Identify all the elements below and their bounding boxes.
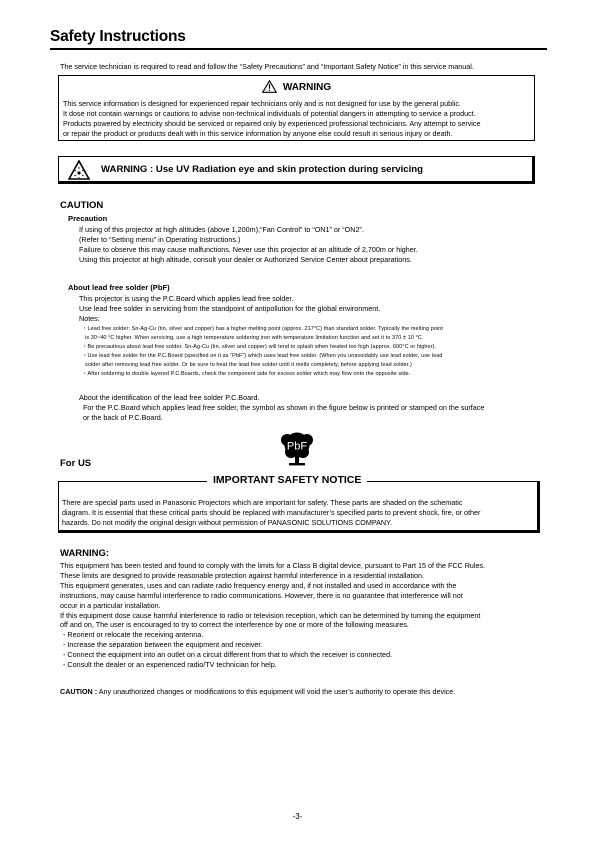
fcc-line: This equipment has been tested and found to comply with the limits for a Class B digital device, pursuant to Part 15 of the FCC Rules.	[60, 561, 486, 570]
page-number: -3-	[292, 812, 303, 821]
uv-warning-box	[58, 156, 535, 184]
important-safety-notice-body	[62, 498, 534, 528]
fcc-line: instructions, may cause harmful interference to radio communications. However, there is no guarantee that interference will not	[60, 590, 463, 600]
fcc-line: If this equipment dose cause harmful interference to radio or television reception, which can be determined by turning the equipment	[60, 610, 481, 620]
important-safety-notice-box	[58, 481, 540, 533]
precaution-line: Failure to observe this may cause malfunctions. Never use this projector at an altitude of 2,700m or higher.	[79, 245, 418, 254]
important-safety-notice-title: IMPORTANT SAFETY NOTICE	[207, 474, 367, 486]
note-line: ・Lead free solder: Sn-Ag-Cu (tin, silver and copper) has a higher melting point (approx. 217°C) than standard solder. Typically the melting point	[82, 326, 444, 332]
note-line: ・After soldering to double layered P.C.Boards, check the component side for excess solder which may flow onto the opposite side.	[82, 371, 411, 378]
pbf-lead-free-symbol-icon	[277, 431, 317, 472]
caution-heading: CAUTION	[60, 200, 104, 211]
fcc-caution-label: CAUTION :	[60, 687, 98, 696]
warning-triangle-icon	[262, 80, 277, 93]
intro-text: The service technician is required to read and follow the “Safety Precautions” and “Important Safety Notice” in this service manual.	[60, 62, 474, 71]
lead-free-body	[79, 294, 380, 324]
precaution-line: (Refer to “Setting menu” in Operating Instructions.)	[79, 235, 241, 244]
fcc-line: - Increase the separation between the equipment and receiver.	[63, 640, 263, 650]
notice-line: diagram. It is essential that these critical parts should be replaced with manufacturer’s specified parts to prevent shock, fire, or other	[62, 508, 481, 517]
lead-free-heading: About lead free solder (PbF)	[68, 283, 170, 292]
warning-line: This service information is designed for experienced repair technicians only and is not designed for use by the general public.	[63, 99, 461, 108]
precaution-line: Using this projector at high altitude, consult your dealer or Authorized Service Center about preparations.	[79, 255, 412, 264]
note-line: is 30~40 °C higher. When servicing, use a high temperature soldering iron with temperature limitation function and set it to 370 ± 10 °C.	[85, 335, 424, 342]
for-us-heading: For US	[60, 458, 92, 469]
fcc-line: occur in a particular installation.	[60, 600, 161, 610]
fcc-line: - Connect the equipment into an outlet on a circuit different from that to which the receiver is connected.	[63, 650, 393, 660]
fcc-line: This equipment generates, uses and can radiate radio frequency energy and, if not installed and used in accordance with the	[60, 580, 457, 590]
precaution-heading: Precaution	[68, 214, 108, 223]
precaution-line: If using of this projector at high altitudes (above 1,200m),“Fan Control” to “ON1” or “ON2”.	[79, 225, 364, 234]
warning-heading: WARNING	[282, 82, 332, 93]
warning-body	[63, 99, 530, 139]
fcc-line: - Reorient or relocate the receiving antenna.	[63, 630, 204, 640]
identification-line: For the P.C.Board which applies lead free solder, the symbol as shown in the figure below is printed or stamped on the surface	[83, 403, 485, 412]
fcc-line: These limits are designed to provide reasonable protection against harmful interference in a residential installation.	[60, 570, 424, 580]
fcc-warning-heading: WARNING:	[60, 548, 110, 559]
identification-line: or the back of P.C.Board.	[83, 413, 163, 422]
note-line: solder after removing lead free solder. Or be sure to heat the lead free solder until it melts completely, before applying lead solder.)	[85, 362, 412, 369]
lead-free-line: Notes:	[79, 314, 100, 323]
identification-body	[79, 393, 484, 423]
fcc-caution-text: Any unauthorized changes or modifications to this equipment will void the user’s authority to operate this device.	[97, 687, 456, 696]
notice-line: hazards. Do not modify the original design without permission of PANASONIC SOLUTIONS COMPANY.	[62, 518, 392, 527]
uv-warning-text: WARNING : Use UV Radiation eye and skin protection during servicing	[101, 164, 423, 175]
warning-line: or repair the product or products dealt with in this service information by anyone else could result in serious injury or death.	[63, 129, 453, 138]
lead-free-line: Use lead free solder in servicing from the standpoint of antipollution for the global environment.	[79, 304, 381, 313]
note-line: ・Be precautious about lead free solder. Sn-Ag-Cu (tin, silver and copper) will tend to splash when heated too high (approx. 600°C or higher).	[82, 344, 437, 351]
pbf-symbol-label: PbF	[286, 440, 308, 453]
warning-box	[58, 75, 535, 141]
notice-line: There are special parts used in Panasonic Projectors which are important for safety. These parts are shaded on the schematic	[62, 498, 463, 507]
page-title: Safety Instructions	[50, 28, 186, 45]
fcc-line: - Consult the dealer or an experienced radio/TV technician for help.	[63, 660, 277, 670]
warning-line: Products powered by electricity should be serviced or repaired only by experienced professional technicians. Any attempt to service	[63, 119, 481, 128]
note-line: ・Use lead free solder for the P.C.Board (specified on it as “PbF”) which uses lead free solder. (When you unavoidably use lead solder, use lead	[82, 353, 443, 360]
fcc-warning-body	[60, 561, 540, 670]
identification-line: About the identification of the lead free solder P.C.Board.	[79, 393, 260, 402]
lead-free-notes	[82, 325, 542, 380]
warning-line: It dose not contain warnings or cautions to advise non-technical individuals of potential dangers in attempting to service a product.	[63, 109, 476, 118]
fcc-line: off and on, The user is encouraged to try to correct the interference by one or more of the following measures.	[60, 620, 409, 630]
warning-heading-row	[59, 80, 534, 93]
lead-free-line: This projector is using the P.C.Board which applies lead free solder.	[79, 294, 294, 303]
uv-radiation-hazard-icon	[68, 160, 90, 180]
fcc-caution-line	[60, 687, 455, 696]
precaution-body	[79, 225, 418, 265]
title-rule	[50, 48, 547, 50]
